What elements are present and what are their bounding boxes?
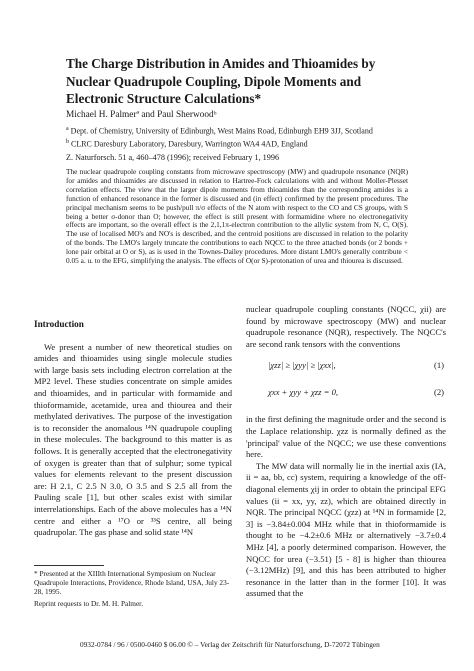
intro-paragraph: We present a number of new theoretical studies on amides and thioamides using single molecule studies with large basis sets including electron correlation at the MP2 level. These studies concentrate on simple amides and thioamides, and in particular with formamide and thioformamide, acetamide, urea and thiourea and their methylated derivatives. The purpose of the investigation is to reconsider the anomalous ¹⁴N quadrupole coupling in these molecules. The background to this matter is as follows. It is generally accepted that the electronegativity of oxygen is greater than that of sulphur; some typical values for elements relevant to the present discussion are: H 2.1, C 2.5 N 3.0, O 3.5 and S 2.5 all from the Pauling scale [1], but other scales exist with similar interrelationships. Each of the above molecules has a ¹⁴N centre and either a ¹⁷O or ³³S centre, all being quadrupolar. The gas phase and solid state ¹⁴N: [34, 341, 232, 538]
equation-block: |χzz| ≥ |χyy| ≥ |χxx|, (1) χxx + χyy + χzz = 0, (2): [268, 360, 444, 398]
affiliations: [66, 124, 373, 150]
right-paragraph-1: nuclear quadrupole coupling constants (NQCC, χii) are found by microwave spectroscopy (MW) and nuclear quadrupole resonance (NQR), respectively. The NQCC's are second rank tensors with the conventions: [246, 304, 446, 349]
right-paragraph-3: The MW data will normally lie in the inertial axis (IA, ii = aa, bb, cc) system, requiring a knowledge of the off-diagonal elements χij in order to obtain the principal EFG values (ii = xx, yy, zz), which are obtained directly in NQR. The principal NQCC (χzz) at ¹⁴N in formamide [2, 3] is −3.84±0.004 MHz while that in thioformamide is thought to be −4.2±0.6 MHz or alternatively −3.7±0.4 MHz [4], a poorly determined comparison. However, the NQCC for urea (−3.51) [5 - 8] is higher than thiourea (−3.12MHz) [9], and this has been attributed to higher resonance in the latter than in the former [10]. It was assumed that the: [246, 460, 446, 599]
right-column: [246, 304, 446, 600]
footnote-rule: [34, 565, 104, 566]
section-heading-introduction: Introduction: [34, 319, 84, 329]
journal-reference: Z. Naturforsch. 51 a, 460–478 (1996); received February 1, 1996: [66, 153, 280, 162]
abstract: The nuclear quadrupole coupling constants from microwave spectroscopy (MW) and quadrupole resonance (NQR) for amides and thioamides are discussed in relation to Hartree-Fock calculations with and without Moller-Plesset correlation effects. The view that the larger dipole moments from thioamides than the corresponding amides is a function of enhanced resonance in the former is discussed and (in effect) confirmed by the present procedures. The principal mechanism seems to be push/pull π/σ effects of the N atom with respect to the CO and CS groups, with S being a better σ-donor than O; however, the effect is still present with formamidine where no electronegativity effects are important, so the overall effect is the 2,1,1π-electron contribution to the allylic system from N, C, O(S). The use of localised MO's and NO's is described, and the centroid positions are discussed in relation to the polarity of the bonds. The LMO's largely truncate the contributions to each NQCC to the three attached bonds (or 2 bonds + lone pair orbital at O or S), as is used in the Townes-Dailey procedures. More distant LMO's generally contribute < 0.05 a. u. to the EFG, simplifying the analysis. The effects of O(or S)-protonation of urea and thiourea is discussed.: [66, 167, 408, 266]
footnote-reprint: Reprint requests to Dr. M. H. Palmer.: [34, 598, 144, 608]
footnote-symposium: * Presented at the XIIIth International Symposium on Nuclear Quadrupole Interactions, Providence, Rhode Island, USA, July 23-28, 1995.: [34, 569, 230, 596]
affiliation-a: $^a$ Dept. of Chemistry, University of Edinburgh, West Mains Road, Edinburgh EH9 3JJ, Scotland: [66, 126, 373, 136]
affiliation-b: $^b$ CLRC Daresbury Laboratory, Daresbury, Warrington WA4 4AD, England: [66, 139, 308, 149]
footnotes: [34, 570, 234, 609]
left-column: [34, 319, 232, 539]
right-paragraph-2: in the first defining the magnitude order and the second is the Laplace relationship. χzz is normally defined as the 'principal' value of the NQCC; we use these conventions here.: [246, 414, 446, 460]
paper-title: The Charge Distribution in Amides and Thioamides by Nuclear Quadrupole Coupling, Dipole Moments and Electronic Structure Calculations*: [66, 56, 376, 106]
issn-line: 0932-0784 / 96 / 0500-0460 $ 06.00 © – Verlag der Zeitschrift für Naturforschung, D-72072 Tübingen: [80, 640, 380, 649]
author-line: Michael H. Palmerª and Paul Sherwoodᵇ: [66, 110, 217, 120]
